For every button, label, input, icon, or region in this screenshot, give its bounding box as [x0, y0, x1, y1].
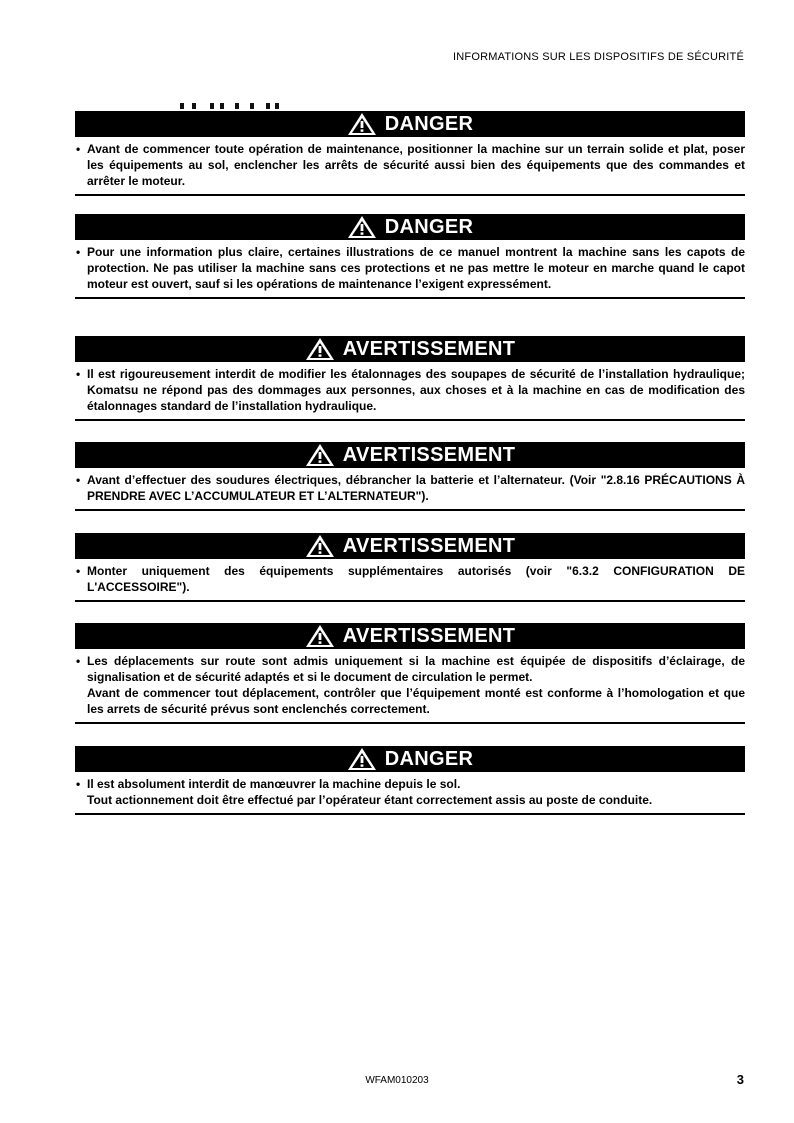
banner-label: AVERTISSEMENT: [342, 534, 516, 557]
bullet-item: [75, 366, 745, 414]
block-body: [75, 559, 745, 602]
warning-triangle-icon: [305, 534, 335, 558]
warning-banner: [75, 336, 745, 362]
safety-block-danger-3: [75, 746, 745, 815]
danger-banner: [75, 214, 745, 240]
warning-triangle-icon: [347, 112, 377, 136]
safety-block-danger-2: [75, 214, 745, 299]
bullet-item: [75, 563, 745, 595]
bullet-item: [75, 244, 745, 292]
bullet-dot: •: [76, 473, 81, 487]
warning-triangle-icon: [305, 337, 335, 361]
item-text: Monter uniquement des équipements supplémentaires autorisés (voir "6.3.2 CONFIGURATION DE L'ACCESSOIRE").: [87, 564, 745, 594]
warning-banner: [75, 623, 745, 649]
banner-label: DANGER: [384, 747, 474, 770]
bullet-dot: •: [76, 142, 81, 156]
warning-banner: [75, 442, 745, 468]
item-text: Avant d’effectuer des soudures électriques, débrancher la batterie et l’alternateur. (Voir "2.8.16 PRÉCAUTIONS À PRENDRE AVEC L’ACCUMULATEUR ET L’ALTERNATEUR").: [87, 473, 745, 503]
bullet-dot: •: [76, 564, 81, 578]
danger-banner: [75, 111, 745, 137]
block-body: [75, 649, 745, 724]
bullet-item: [75, 776, 745, 808]
warning-triangle-icon: [347, 215, 377, 239]
safety-block-warning-3: [75, 533, 745, 602]
item-text: Il est absolument interdit de manœuvrer la machine depuis le sol.: [87, 777, 461, 791]
bullet-dot: •: [76, 245, 81, 259]
block-body: [75, 468, 745, 511]
warning-triangle-icon: [305, 443, 335, 467]
danger-banner: [75, 746, 745, 772]
cropped-text-fragment: [180, 101, 280, 109]
banner-label: DANGER: [384, 112, 474, 135]
item-text: Pour une information plus claire, certaines illustrations de ce manuel montrent la machine sans les capots de protection. Ne pas utiliser la machine sans ces protections et ne pas mettre le moteur en marche quand le capot moteur est ouvert, sauf si les opérations de maintenance l’exigent expressément.: [87, 245, 745, 291]
block-body: [75, 240, 745, 299]
banner-label: AVERTISSEMENT: [342, 443, 516, 466]
safety-block-warning-1: [75, 336, 745, 421]
block-body: [75, 772, 745, 815]
bullet-dot: •: [76, 654, 81, 668]
running-header: INFORMATIONS SUR LES DISPOSITIFS DE SÉCURITÉ: [453, 51, 744, 63]
bullet-dot: •: [76, 777, 81, 791]
bullet-item: [75, 141, 745, 189]
item-text: Avant de commencer tout déplacement, contrôler que l’équipement monté est conforme à l’homologation et que les arrets de sécurité prévus sont enclenchés correctement.: [87, 686, 745, 716]
item-text: Avant de commencer toute opération de maintenance, positionner la machine sur un terrain solide et plat, poser les équipements au sol, enclencher les arrêts de sécurité aussi bien des équipements que des commandes et arrêter le moteur.: [87, 142, 745, 188]
page-number: 3: [736, 1072, 744, 1087]
bullet-item: [75, 472, 745, 504]
document-code: WFAM010203: [365, 1075, 429, 1086]
block-body: [75, 137, 745, 196]
item-text: Tout actionnement doit être effectué par l’opérateur étant correctement assis au poste de conduite.: [87, 793, 653, 807]
bullet-item: [75, 653, 745, 717]
bullet-dot: •: [76, 367, 81, 381]
banner-label: AVERTISSEMENT: [342, 337, 516, 360]
item-text: Il est rigoureusement interdit de modifier les étalonnages des soupapes de sécurité de l’installation hydraulique; Komatsu ne répond pas des dommages aux personnes, aux choses et à la machine en cas de modification des étalonnages standard de l’installation hydraulique.: [87, 367, 745, 413]
warning-banner: [75, 533, 745, 559]
safety-block-warning-2: [75, 442, 745, 511]
item-text: Les déplacements sur route sont admis uniquement si la machine est équipée de dispositifs d’éclairage, de signalisation et de sécurité adaptés et si le document de circulation le permet.: [87, 654, 745, 684]
banner-label: AVERTISSEMENT: [342, 624, 516, 647]
safety-block-warning-4: [75, 623, 745, 724]
warning-triangle-icon: [305, 624, 335, 648]
banner-label: DANGER: [384, 215, 474, 238]
safety-block-danger-1: [75, 111, 745, 196]
block-body: [75, 362, 745, 421]
warning-triangle-icon: [347, 747, 377, 771]
